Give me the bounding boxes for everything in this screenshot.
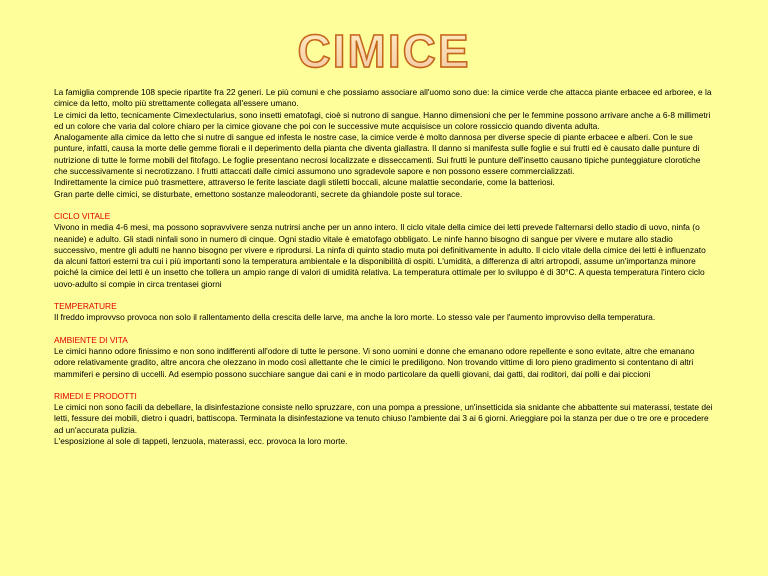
section-heading: CICLO VITALE bbox=[54, 210, 111, 221]
section-heading: RIMEDI E PRODOTTI bbox=[54, 390, 137, 401]
section-body: Il freddo improvvso provoca non solo il rallentamento della crescita delle larve, ma anche la loro morte. Lo stesso vale per l'aumento improvviso della temperatura. bbox=[54, 312, 656, 323]
section-ciclo-vitale bbox=[54, 211, 716, 290]
intro-paragraph: Le cimici da letto, tecnicamente Cimexlectularius, sono insetti ematofagi, cioè si nutrono di sangue. Hanno dimensioni che per le femmine possono arrivare anche a 6-8 millimetri ed un colore che varia dal colore chiaro per la cimice giovane che poi con le successive mute acquisisce un colore rossiccio quando diventa adulta. bbox=[54, 109, 711, 131]
title-area bbox=[0, 25, 768, 77]
intro-section bbox=[54, 87, 716, 200]
intro-paragraph: La famiglia comprende 108 specie ripartite fra 22 generi. Le più comuni e che possiamo associare all'uomo sono due: la cimice verde che attacca piante erbacee ed arboree, e la cimice da letto, molto più strettamente collegata all'essere umano. bbox=[54, 87, 712, 109]
section-heading: AMBIENTE DI VITA bbox=[54, 334, 128, 345]
document-body bbox=[54, 87, 716, 447]
intro-paragraph: Gran parte delle cimici, se disturbate, emettono sostanze maleodoranti, secrete da ghiandole poste sul torace. bbox=[54, 188, 463, 199]
section-ambiente-di-vita bbox=[54, 335, 716, 380]
section-body: Le cimici hanno odore finissimo e non sono indifferenti all'odore di tutte le persone. Vi sono uomini e donne che emanano odore repellente e sono evitate, altre che emanano odore relativamente gradito, altre ancora che olezzano in modo così allettante che le cimici le prediligono. Non trovando vittime di loro pieno gradimento si contentano di altri mammiferi e persino di uccelli. Ad esempio possono succhiare sangue dai cani e in modo particolare da quelli giovani, dai gatti, dai roditori, dai polli e dai piccioni bbox=[54, 345, 695, 379]
section-body: Le cimici non sono facili da debellare, la disinfestazione consiste nello spruzzare, con una pompa a pressione, un'insetticida sia snidante che abbattente sui materassi, testate dei letti, fessure dei mobili, dietro i quadri, battiscopa. Terminata la disinfestazione va tenuto chiuso l'ambiente dai 3 ai 6 giorni. Arieggiare poi la stanza per due o tre ore e procedere ad un'accurata pulizia. bbox=[54, 402, 713, 435]
section-body: Vivono in media 4-6 mesi, ma possono sopravvivere senza nutrirsi anche per un anno intero. Il ciclo vitale della cimice dei letti prevede l'alternarsi dello stadio di uovo, ninfa (o neanide) e adulto. Gli stadi ninfali sono in numero di cinque. Ogni stadio vitale è ematofago obbligato. Le ninfe hanno bisogno di sangue per vivere e mutare allo stadio successivo, mentre gli adulti ne hanno bisogno per vivere e riprodursi. La ninfa di quinto stadio muta poi definitivamente in adulto. Il ciclo vitale della cimice dei letti è influenzato da alcuni fattori esterni tra cui i più importanti sono la temperatura ambientale e la disponibilità di ospiti. L'umidità, a differenza di altri artropodi, assume un'importanza minore poiché la cimice dei letti è un insetto che tollera un ampio range di valori di umidità relativa. La temperatura ottimale per lo sviluppo è di 30°C. A questa temperatura l'intero ciclo uovo-adulto si compie in circa trentasei giorni bbox=[54, 222, 706, 289]
intro-paragraph: Analogamente alla cimice da letto che si nutre di sangue ed infesta le nostre case, la cimice verde è molto dannosa per diverse specie di piante erbacee e alberi. Con le sue punture, infatti, causa la morte delle gemme fiorali e il deperimento della pianta che diventa giallastra. Il danno si manifesta sulle foglie e sui frutti ed è causato dalle punture di nutrizione di tutte le forme mobili del fitofago. Le foglie presentano necrosi localizzate e disseccamenti. Sui frutti le punture dell'insetto causano tipiche punteggiature clorotiche che successivamente si necrotizzano. I frutti attaccati dalle cimici assumono uno sgradevole sapore e non possono essere commercializzati. bbox=[54, 132, 701, 177]
section-heading: TEMPERATURE bbox=[54, 301, 117, 312]
section-rimedi-e-prodotti bbox=[54, 391, 716, 447]
section-temperature bbox=[54, 301, 716, 324]
section-body-extra: L'esposizione al sole di tappeti, lenzuola, materassi, ecc. provoca la loro morte. bbox=[54, 436, 348, 447]
page-title: CIMICE bbox=[297, 25, 471, 77]
intro-paragraph: Indirettamente la cimice può trasmettere, attraverso le ferite lasciate dagli stiletti boccali, alcune malattie secondarie, come la batteriosi. bbox=[54, 177, 555, 188]
